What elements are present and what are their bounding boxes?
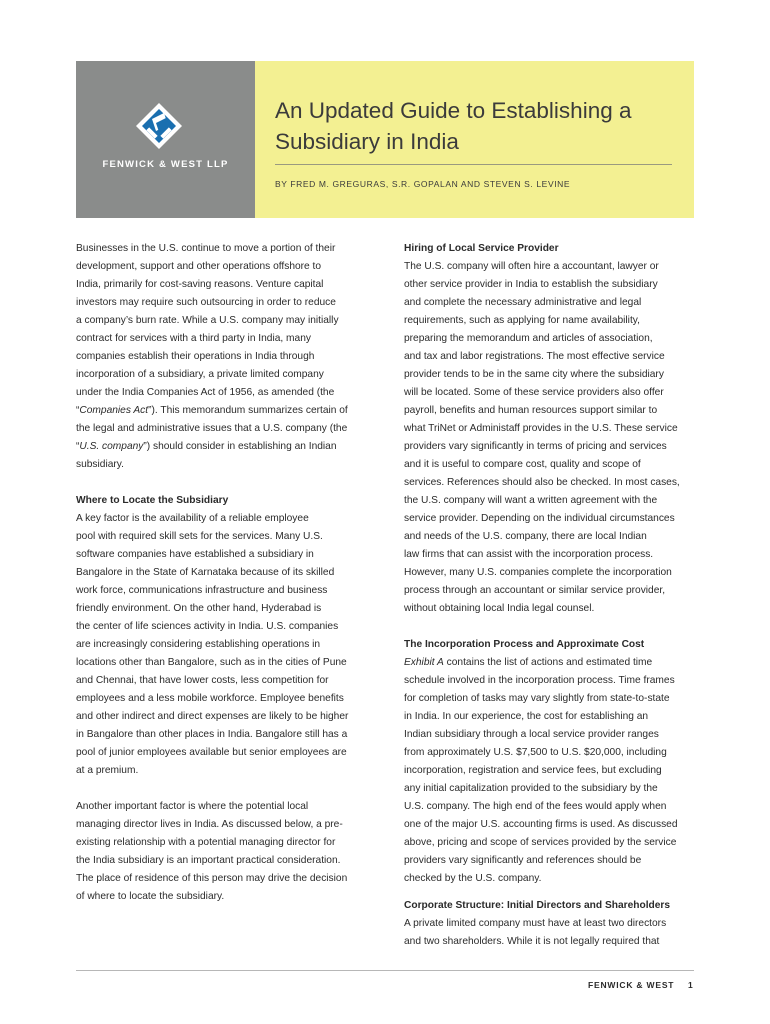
title-panel: [255, 61, 694, 218]
incorporation-paragraph: [404, 654, 704, 888]
us-company-term: U.S. company: [79, 441, 144, 452]
incorporation-heading: The Incorporation Process and Approximate Cost: [404, 639, 645, 650]
right-column: [404, 240, 704, 951]
companies-act-term: Companies Act: [79, 405, 149, 416]
document-header: [76, 61, 694, 218]
managing-director-paragraph: Another important factor is where the potential local managing director lives in India. As discussed below, a pre- existing relationship with a potential managing director for the India subsidiary is an important practical consideration. The place of residence of this person may drive the decision of where to locate the subsidiary.: [76, 801, 348, 902]
incorporation-text: contains the list of actions and estimated time schedule involved in the incorporation process. Time frames for completion of tasks may vary slightly from state-to-state in India. In our experience, the cost for establishing an Indian subsidiary through a local service provider ranges from approximately U.S. $7,500 to U.S. $20,000, including incorporation, registration and service fees, but excluding any initial capitalization provided to the subsidiary by the U.S. company. The high end of the fees would apply when one of the major U.S. accounting firms is used. As discussed above, pricing and scope of services provided by the service providers vary significantly and references should be checked by the U.S. company.: [404, 657, 678, 884]
document-title: An Updated Guide to Establishing a Subsidiary in India: [275, 98, 632, 154]
intro-paragraph: [76, 240, 376, 474]
author-byline: BY FRED M. GREGURAS, S.R. GOPALAN AND STEVEN S. LEVINE: [275, 179, 571, 189]
corporate-structure-heading: Corporate Structure: Initial Directors and Shareholders: [404, 900, 671, 911]
exhibit-a-reference: Exhibit A: [404, 657, 444, 668]
brand-panel: [76, 61, 255, 218]
hiring-heading: Hiring of Local Service Provider: [404, 243, 559, 254]
title-divider: [275, 164, 672, 165]
corporate-structure-paragraph: A private limited company must have at least two directors and two shareholders. While it is not legally required that: [404, 918, 667, 947]
left-column: [76, 240, 376, 906]
intro-text-end: ”) should consider in establishing an Indian subsidiary.: [76, 441, 337, 470]
where-to-locate-heading: Where to Locate the Subsidiary: [76, 495, 229, 506]
intro-quote-open: “: [76, 405, 80, 416]
fenwick-west-logo-icon: [134, 101, 184, 156]
intro-text-cont: ”). This memorandum summarizes certain of the legal and administrative issues that a U.S. company (the “: [76, 405, 348, 452]
intro-text: Businesses in the U.S. continue to move a portion of their development, support and other operations offshore to India, primarily for cost-saving reasons. Venture capital investors may require such outsourcing in order to reduce a company’s burn rate. While a U.S. company may initially contract for services with a third party in India, many companies establish their operations in India through incorporation of a subsidiary, a private limited company under the India Companies Act of 1956, as amended (the: [76, 243, 339, 398]
hiring-paragraph: The U.S. company will often hire a accountant, lawyer or other service provider in India to establish the subsidiary and complete the necessary administrative and legal requirements, such as applying for name availability, preparing the memorandum and articles of association, and tax and labor registrations. The most effective service provider tends to be in the same city where the subsidiary will be located. Some of these service providers also offer payroll, benefits and human resources support similar to what TriNet or Administaff provides in the U.S. These service providers vary significantly in terms of pricing and services and it is useful to compare cost, quality and scope of services. References should also be checked. In most cases, the U.S. company will want a written agreement with the service provider. Depending on the individual circumstances and needs of the U.S. company, there are local Indian law firms that can assist with the incorporation process. However, many U.S. companies complete the incorporation process through an accountant or similar service provider, without obtaining local India legal counsel.: [404, 261, 680, 614]
brand-name: FENWICK & WEST LLP: [102, 159, 229, 170]
page-number: 1: [688, 980, 693, 990]
footer-divider: [76, 970, 694, 971]
footer-brand: FENWICK & WEST: [588, 980, 675, 990]
where-to-locate-paragraph: A key factor is the availability of a reliable employee pool with required skill sets for the services. Many U.S. software companies have established a subsidiary in Bangalore in the State of Karnataka because of its skilled work force, communications infrastructure and business friendly environment. On the other hand, Hyderabad is the center of life sciences activity in India. U.S. companies are increasingly considering establishing operations in locations other than Bangalore, such as in the cities of Pune and Chennai, that have lower costs, less competition for employees and a less mobile workforce. Employee benefits and other indirect and direct expenses are likely to be higher in Bangalore than other places in India. Bangalore still has a pool of junior employees available but senior employees are at a premium.: [76, 513, 349, 776]
